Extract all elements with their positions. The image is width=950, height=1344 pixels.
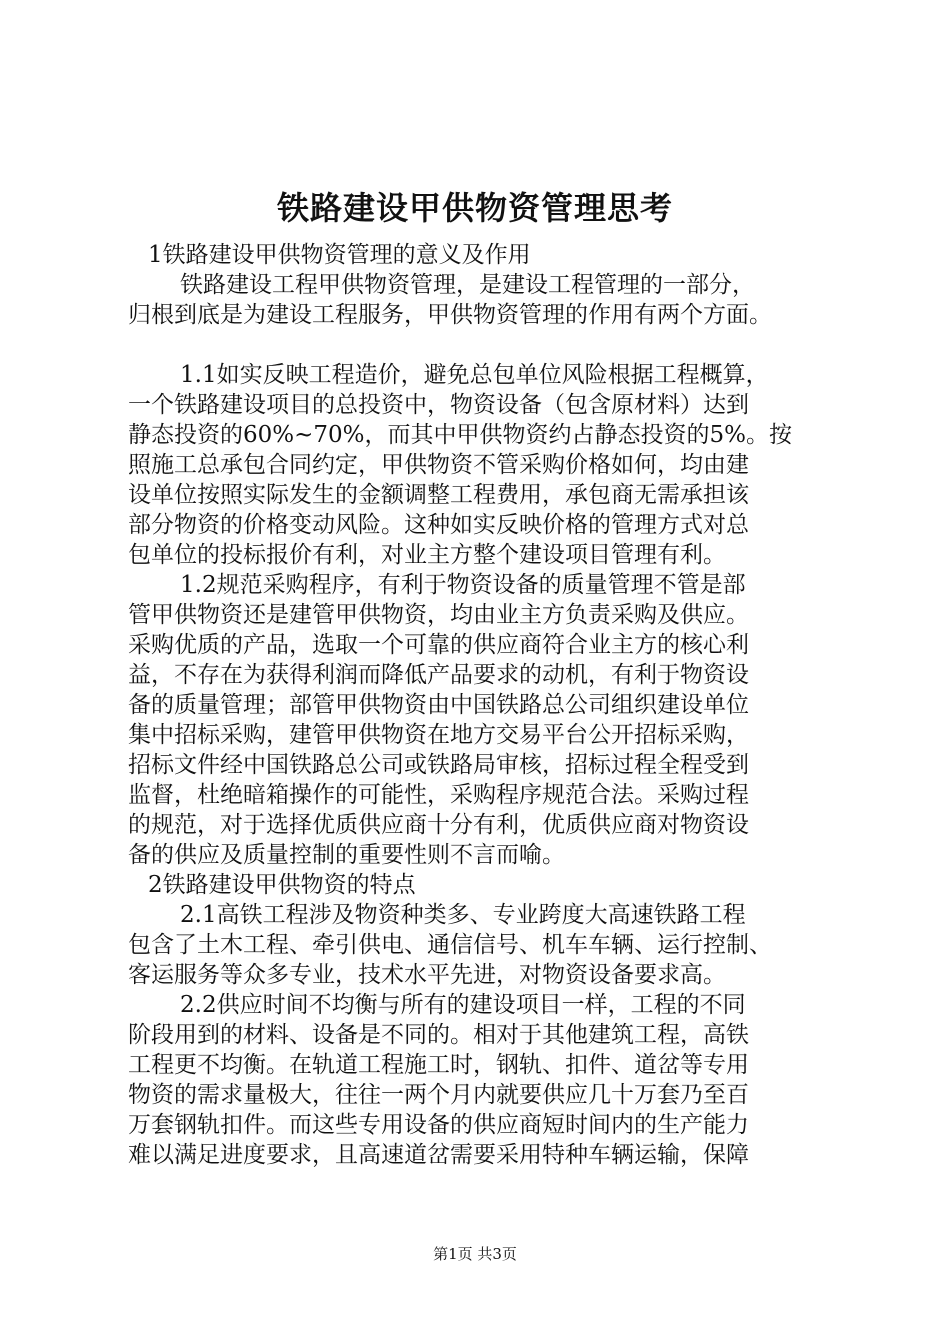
- paragraph-line: 包单位的投标报价有利，对业主方整个建设项目管理有利。: [128, 542, 726, 568]
- paragraph-line: 万套钢轨扣件。而这些专用设备的供应商短时间内的生产能力: [128, 1112, 749, 1138]
- paragraph-line: 工程更不均衡。在轨道工程施工时，钢轨、扣件、道岔等专用: [128, 1052, 749, 1078]
- paragraph-line: 1.1如实反映工程造价，避免总包单位风险根据工程概算，: [180, 362, 769, 388]
- paragraph-line: 客运服务等众多专业，技术水平先进，对物资设备要求高。: [128, 962, 726, 988]
- paragraph-line: 的规范，对于选择优质供应商十分有利，优质供应商对物资设: [128, 812, 749, 838]
- paragraph-line: 部分物资的价格变动风险。这种如实反映价格的管理方式对总: [128, 512, 749, 538]
- paragraph-line: 设单位按照实际发生的金额调整工程费用，承包商无需承担该: [128, 482, 749, 508]
- paragraph-line: 1.2规范采购程序，有利于物资设备的质量管理不管是部: [180, 572, 746, 598]
- paragraph-line: 采购优质的产品，选取一个可靠的供应商符合业主方的核心利: [128, 632, 749, 658]
- paragraph-line: 铁路建设工程甲供物资管理，是建设工程管理的一部分，: [180, 272, 755, 298]
- document-title: 铁路建设甲供物资管理思考: [276, 189, 673, 227]
- paragraph-line: 阶段用到的材料、设备是不同的。相对于其他建筑工程，高铁: [128, 1022, 749, 1048]
- paragraph-line: 集中招标采购，建管甲供物资在地方交易平台公开招标采购，: [128, 722, 749, 748]
- paragraph-line: 备的供应及质量控制的重要性则不言而喻。: [128, 842, 565, 868]
- paragraph-line: 照施工总承包合同约定，甲供物资不管采购价格如何，均由建: [128, 452, 749, 478]
- paragraph-line: 2.2供应时间不均衡与所有的建设项目一样，工程的不同: [180, 992, 746, 1018]
- section-heading-2: 2铁路建设甲供物资的特点: [148, 872, 416, 898]
- paragraph-line: 管甲供物资还是建管甲供物资，均由业主方负责采购及供应。: [128, 602, 749, 628]
- paragraph-line: 包含了土木工程、牵引供电、通信信号、机车车辆、运行控制、: [128, 932, 772, 958]
- paragraph-line: 监督，杜绝暗箱操作的可能性，采购程序规范合法。采购过程: [128, 782, 749, 808]
- page-footer: 第1页 共3页: [433, 1245, 517, 1263]
- paragraph-line: 难以满足进度要求，且高速道岔需要采用特种车辆运输，保障: [128, 1142, 749, 1168]
- section-heading-1: 1铁路建设甲供物资管理的意义及作用: [148, 242, 531, 268]
- paragraph-line: 2.1高铁工程涉及物资种类多、专业跨度大高速铁路工程: [180, 902, 746, 928]
- paragraph-line: 静态投资的60%~70%，而其中甲供物资约占静态投资的5%。按: [128, 422, 793, 448]
- paragraph-line: 招标文件经中国铁路总公司或铁路局审核，招标过程全程受到: [128, 752, 749, 778]
- paragraph-line: 备的质量管理；部管甲供物资由中国铁路总公司组织建设单位: [128, 692, 749, 718]
- paragraph-line: 物资的需求量极大，往往一两个月内就要供应几十万套乃至百: [128, 1082, 749, 1108]
- paragraph-line: 归根到底是为建设工程服务，甲供物资管理的作用有两个方面。: [128, 302, 772, 328]
- paragraph-line: 益，不存在为获得利润而降低产品要求的动机，有利于物资设: [128, 662, 749, 688]
- paragraph-line: 一个铁路建设项目的总投资中，物资设备（包含原材料）达到: [128, 392, 749, 418]
